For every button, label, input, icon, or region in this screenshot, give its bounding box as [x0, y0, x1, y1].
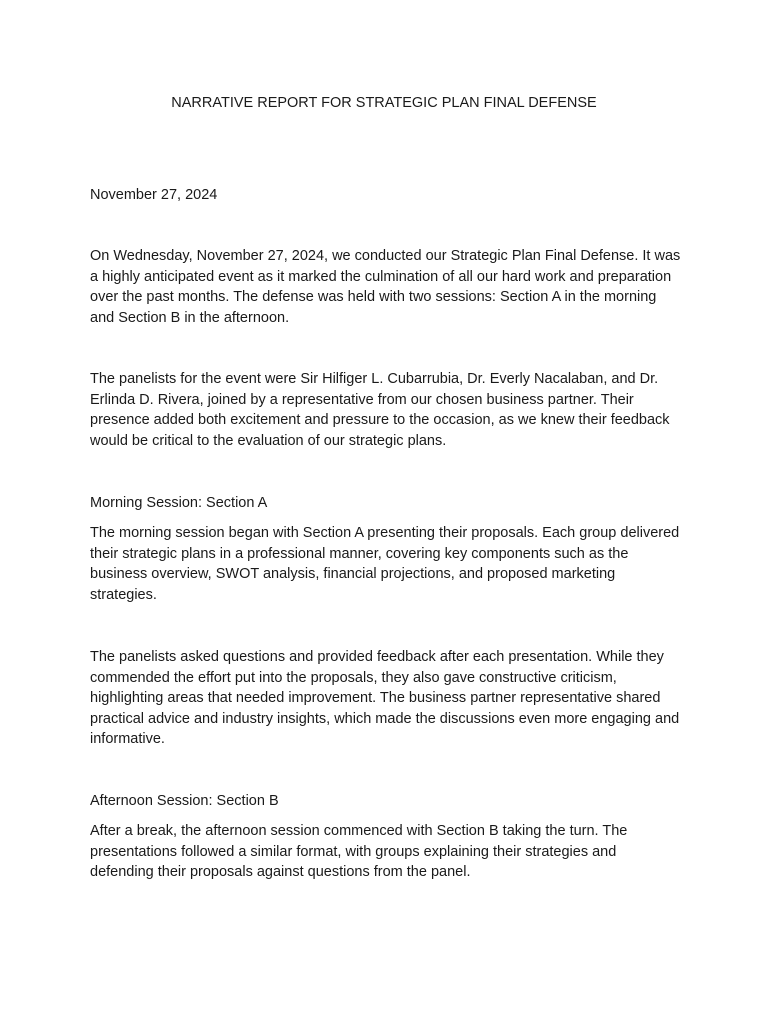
- intro-paragraph: On Wednesday, November 27, 2024, we conducted our Strategic Plan Final Defense. It was a highly anticipated event as it marked the culmination of all our hard work and preparation over the past months. The defense was held with two sessions: Section A in the morning and Section B in the afternoon.: [90, 248, 681, 326]
- morning-session-heading: Morning Session: Section A: [90, 495, 268, 511]
- morning-paragraph-2: The panelists asked questions and provided feedback after each presentation. While they commended the effort put into the proposals, they also gave constructive criticism, highlighting areas that needed improvement. The business partner representative shared practical advice and industry insights, which made the discussions even more engaging and informative.: [90, 649, 680, 747]
- document-title: NARRATIVE REPORT FOR STRATEGIC PLAN FINAL DEFENSE: [171, 95, 597, 111]
- afternoon-session-heading: Afternoon Session: Section B: [90, 793, 279, 809]
- document-date: November 27, 2024: [90, 187, 218, 203]
- morning-paragraph-1: The morning session began with Section A presenting their proposals. Each group delivered their strategic plans in a professional manner, covering key components such as the business overview, SWOT analysis, financial projections, and proposed marketing strategies.: [90, 525, 680, 603]
- panelists-paragraph: The panelists for the event were Sir Hilfiger L. Cubarrubia, Dr. Everly Nacalaban, and Dr. Erlinda D. Rivera, joined by a representative from our chosen business partner. Their presence added both excitement and pressure to the occasion, as we knew their feedback would be critical to the evaluation of our strategic plans.: [90, 371, 670, 449]
- afternoon-paragraph-1: After a break, the afternoon session commenced with Section B taking the turn. The presentations followed a similar format, with groups explaining their strategies and defending their proposals against questions from the panel.: [90, 823, 628, 880]
